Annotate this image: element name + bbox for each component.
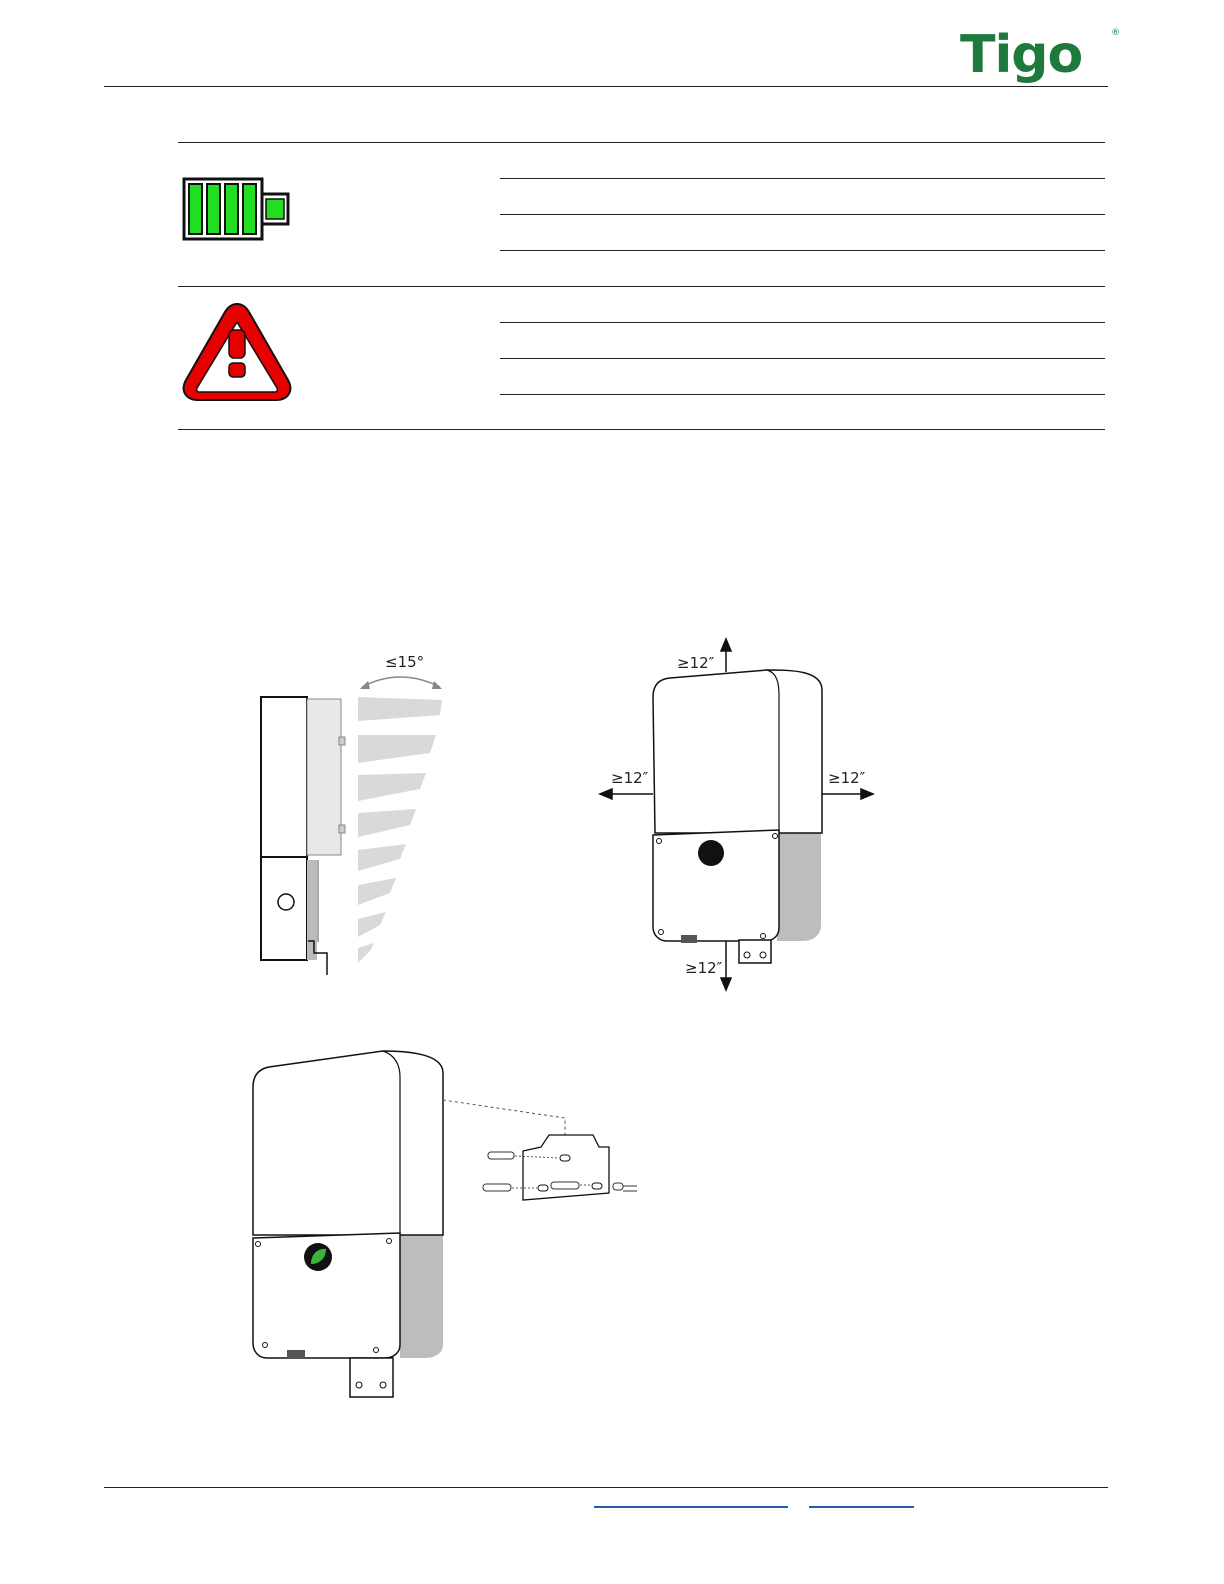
table-top-rule — [178, 142, 1105, 143]
bracket-mounting-figure — [245, 1045, 645, 1405]
logo-text: Tigo — [960, 25, 1083, 85]
table-row-rule — [500, 394, 1105, 395]
warning-triangle-icon — [180, 300, 294, 404]
inverter-body — [253, 1051, 443, 1235]
table-row-rule — [500, 178, 1105, 179]
tilt-angle-label: ≤15° — [385, 653, 425, 671]
mounting-bracket-side — [307, 699, 341, 855]
clearance-bottom-label: ≥12″ — [685, 959, 723, 977]
tilt-wedge — [358, 697, 442, 963]
table-row-rule — [500, 250, 1105, 251]
table-row-rule — [500, 358, 1105, 359]
tilt-arc — [362, 677, 440, 687]
table-row-rule — [500, 214, 1105, 215]
tigo-logo — [960, 26, 1120, 86]
footer-link-underline[interactable] — [594, 1506, 788, 1508]
bottom-housing-side — [307, 860, 317, 960]
wall-bracket — [523, 1135, 609, 1200]
clearance-left-label: ≥12″ — [611, 769, 649, 787]
logo-registered-mark: ® — [1111, 28, 1120, 38]
table-section-rule — [178, 286, 1105, 287]
battery-led-icon — [182, 177, 294, 243]
header-rule — [104, 86, 1108, 87]
clearance-figure — [595, 635, 885, 995]
tilt-side-view-figure — [250, 645, 460, 985]
display-button — [698, 840, 724, 866]
footer-link-underline[interactable] — [809, 1506, 914, 1508]
footer-rule — [104, 1487, 1108, 1488]
table-bottom-rule — [178, 429, 1105, 430]
clearance-top-label: ≥12″ — [677, 654, 715, 672]
table-row-rule — [500, 322, 1105, 323]
clearance-right-label: ≥12″ — [828, 769, 866, 787]
inverter-front-body — [653, 670, 822, 833]
inverter-side-upper — [261, 697, 307, 857]
inverter-side-lower — [261, 857, 307, 960]
